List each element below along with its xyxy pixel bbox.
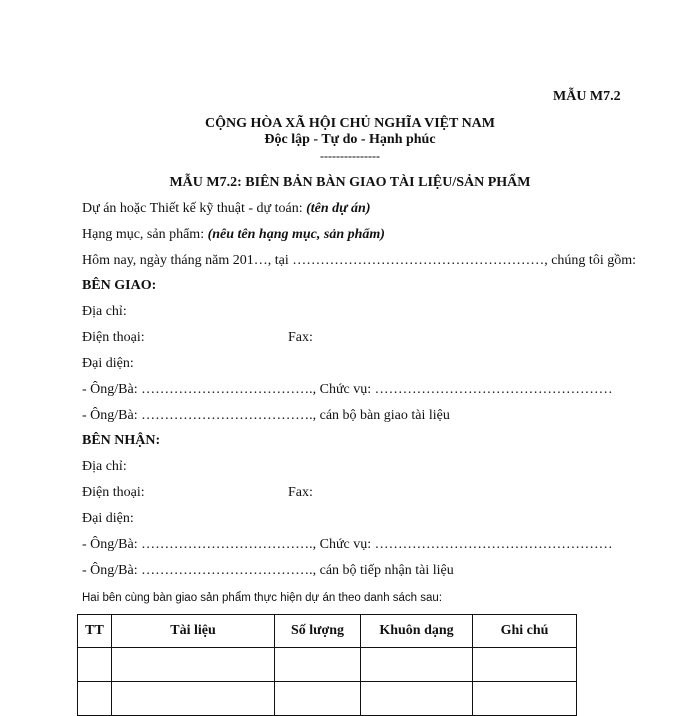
- ben-nhan-person1: - Ông/Bà: ………………………………., Chức vụ: ……………………………………………: [82, 537, 613, 552]
- table-cell: [473, 648, 577, 682]
- country-name: CỘNG HÒA XÃ HỘI CHỦ NGHĨA VIỆT NAM: [204, 116, 495, 131]
- table-cell: [78, 682, 112, 716]
- ben-nhan-phone: Điện thoại:: [82, 485, 145, 500]
- col-so-luong: Số lượng: [275, 615, 361, 648]
- table-cell: [78, 648, 112, 682]
- motto: Độc lập - Tự do - Hạnh phúc: [264, 132, 436, 147]
- table-cell: [275, 648, 361, 682]
- ben-nhan-person2: - Ông/Bà: ………………………………., cán bộ tiếp nhận tài liệu: [82, 563, 454, 578]
- table-row: [78, 648, 577, 682]
- document-title: MẪU M7.2: BIÊN BẢN BÀN GIAO TÀI LIỆU/SẢN PHẨM: [169, 175, 531, 190]
- ben-giao-rep: Đại diện:: [82, 356, 134, 371]
- ben-nhan-address: Địa chỉ:: [82, 459, 127, 474]
- table-row: [78, 682, 577, 716]
- col-tt: TT: [78, 615, 112, 648]
- table-cell: [112, 648, 275, 682]
- item-value: (nêu tên hạng mục, sản phẩm): [207, 227, 385, 242]
- ben-nhan-fax: Fax:: [288, 485, 313, 500]
- document-table: [77, 614, 577, 716]
- ben-nhan-rep: Đại diện:: [82, 511, 134, 526]
- col-tai-lieu: Tài liệu: [112, 615, 275, 648]
- project-label: Dự án hoặc Thiết kế kỹ thuật - dự toán:: [82, 201, 303, 216]
- header-divider: ---------------: [320, 149, 380, 163]
- today-line: Hôm nay, ngày tháng năm 201…, tại ………………………………………………, chúng tôi gồm:: [82, 253, 636, 268]
- ben-giao-person2: - Ông/Bà: ………………………………., cán bộ bàn giao tài liệu: [82, 408, 450, 423]
- col-ghi-chu: Ghi chú: [473, 615, 577, 648]
- ben-giao-heading: BÊN GIAO:: [82, 278, 157, 293]
- table-header-row: [78, 615, 577, 648]
- ben-giao-fax: Fax:: [288, 330, 313, 345]
- project-value: (tên dự án): [306, 201, 371, 216]
- table-cell: [275, 682, 361, 716]
- table-cell: [112, 682, 275, 716]
- agreement-text: Hai bên cùng bàn giao sản phẩm thực hiện dự án theo danh sách sau:: [82, 592, 443, 604]
- table-cell: [473, 682, 577, 716]
- ben-giao-phone: Điện thoại:: [82, 330, 145, 345]
- table-cell: [361, 648, 473, 682]
- ben-giao-person1: - Ông/Bà: ………………………………., Chức vụ: ……………………………………………: [82, 382, 613, 397]
- form-code: MẪU M7.2: [553, 89, 621, 104]
- project-line: [82, 201, 370, 217]
- col-khuon-dang: Khuôn dạng: [361, 615, 473, 648]
- item-label: Hạng mục, sản phẩm:: [82, 227, 205, 242]
- table-cell: [361, 682, 473, 716]
- ben-nhan-heading: BÊN NHẬN:: [82, 433, 161, 448]
- ben-giao-address: Địa chỉ:: [82, 304, 127, 319]
- item-line: [82, 227, 385, 243]
